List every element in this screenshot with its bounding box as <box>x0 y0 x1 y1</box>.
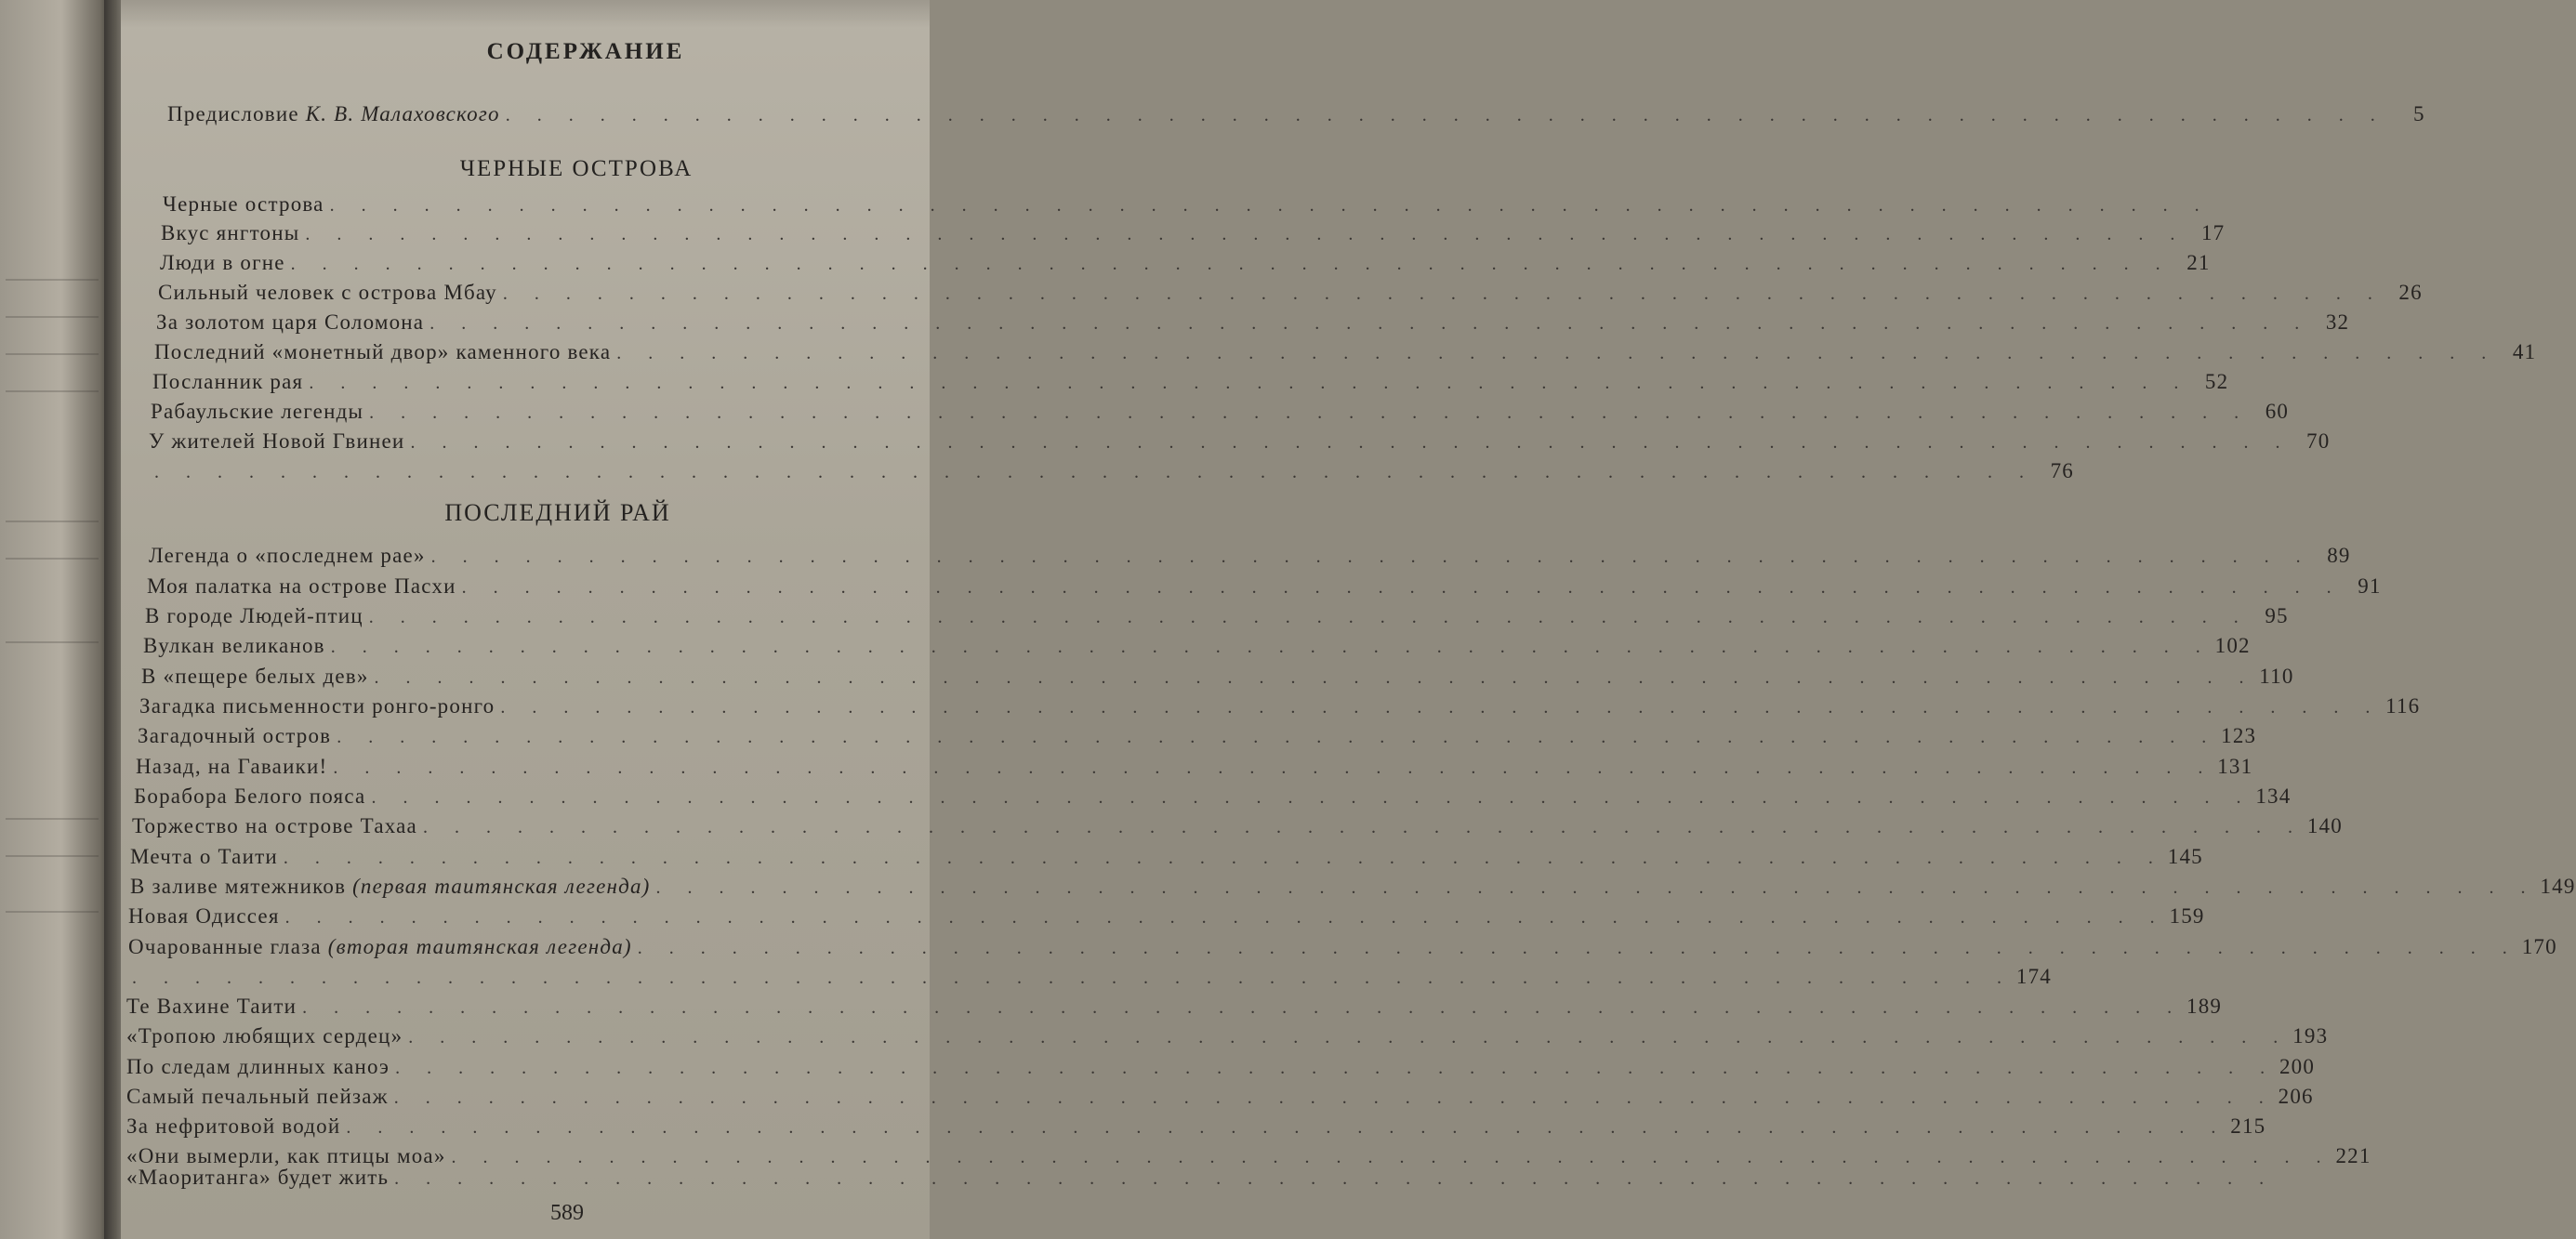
section-heading-last-paradise: ПОСЛЕДНИЙ РАЙ <box>444 499 671 526</box>
facing-page-text-line <box>6 521 99 522</box>
toc-entry-title <box>126 1166 389 1190</box>
dot-leader: . . . . . . . . . . . . . . . . . . . . . . . . . . . . . . . . . . . . . . . . . . . . . . . . . . . . . . . . . . . . <box>283 848 2164 868</box>
contents-page <box>121 0 2576 1239</box>
toc-entry-title <box>126 1085 389 1109</box>
dot-leader: . . . . . . . . . . . . . . . . . . . . . . . . . . . . . . . . . . . . . . . . . . . . . . . . . . . . . . . . . . . . <box>395 1058 2277 1078</box>
toc-entry-title <box>163 192 324 217</box>
toc-page-number: 89 <box>2327 544 2351 567</box>
toc-entry-subtitle: (вторая таитянская легенда) <box>327 935 632 958</box>
toc-entry-title <box>156 310 424 335</box>
toc-entry <box>151 400 2290 429</box>
dot-leader: . . . . . . . . . . . . . . . . . . . . . . . . . . . . . . . . . . . . . . . . . . . . . . . . . . . . . . . . . . . . <box>329 195 2211 216</box>
dot-leader: . . . . . . . . . . . . . . . . . . . . . . . . . . . . . . . . . . . . . . . . . . . . . . . . . . . . . . . . . . . . <box>422 817 2304 837</box>
dot-leader: . . . . . . . . . . . . . . . . . . . . . . . . . . . . . . . . . . . . . . . . . . . . . . . . . . . . . . . . . . . . <box>410 432 2292 453</box>
toc-entry-title-text: В городе Людей-птиц <box>145 604 363 627</box>
toc-page-number: 60 <box>2265 400 2290 423</box>
toc-entry-title-text: Вкус янгтоны <box>161 221 300 244</box>
toc-entry-title <box>161 221 299 245</box>
toc-entry-title-text: По следам длинных каноэ <box>126 1055 390 1078</box>
toc-entry-title <box>138 724 331 748</box>
toc-entry-title-text: «Маоританга» будет жить <box>126 1166 390 1189</box>
dot-leader: . . . . . . . . . . . . . . . . . . . . . . . . . . . . . . . . . . . . . . . . . . . . . . . . . . . . . . . . . . . . <box>500 697 2382 718</box>
toc-page-number: 21 <box>2186 251 2211 274</box>
toc-entry <box>126 1024 2329 1054</box>
toc-entry <box>141 665 2294 694</box>
toc-entry-title <box>126 1024 403 1048</box>
toc-entry <box>132 814 2343 844</box>
toc-page-number: 52 <box>2204 370 2229 393</box>
dot-leader: . . . . . . . . . . . . . . . . . . . . . . . . . . . . . . . . . . . . . . . . . . . . . . . . . . . . . . . . . . . . <box>368 607 2250 627</box>
facing-page-text-line <box>6 911 99 913</box>
toc-page-number: 170 <box>2521 935 2557 958</box>
dot-leader: . . . . . . . . . . . . . . . . . . . . . . . . . . . . . . . . . . . . . . . . . . . . . . . . . . . . . . . . . . . . <box>637 938 2518 958</box>
toc-entry-title-text: Сильный человек с острова Мбау <box>158 281 497 304</box>
toc-page-number: 91 <box>2358 574 2382 598</box>
toc-entry-title-text: Загадка письменности ронго-ронго <box>139 694 495 718</box>
toc-page-number: 134 <box>2255 784 2292 808</box>
toc-entry-title-text: За нефритовой водой <box>126 1114 341 1138</box>
toc-entry <box>154 340 2537 370</box>
toc-page-number: 221 <box>2335 1144 2371 1167</box>
toc-page-number: 102 <box>2214 634 2251 657</box>
toc-page-number: 41 <box>2512 340 2537 363</box>
dot-leader: . . . . . . . . . . . . . . . . . . . . . . . . . . . . . . . . . . . . . . . . . . . . . . . . . . . . . . . . . . . . <box>502 283 2384 304</box>
toc-entry <box>126 1114 2266 1144</box>
toc-entry <box>149 429 2331 459</box>
dot-leader: . . . . . . . . . . . . . . . . . . . . . . . . . . . . . . . . . . . . . . . . . . . . . . . . . . . . . . . . . . . . <box>337 727 2218 747</box>
dot-leader: . . . . . . . . . . . . . . . . . . . . . . . . . . . . . . . . . . . . . . . . . . . . . . . . . . . . . . . . . . . . <box>302 997 2184 1018</box>
dot-leader: . . . . . . . . . . . . . . . . . . . . . . . . . . . . . . . . . . . . . . . . . . . . . . . . . . . . . . . . . . . . <box>393 1087 2275 1108</box>
toc-entry <box>145 604 2289 634</box>
toc-page-number: 140 <box>2306 814 2343 837</box>
toc-entry <box>138 724 2257 754</box>
toc-page-number: 193 <box>2292 1024 2329 1048</box>
toc-entry-title-text: Черные острова <box>163 192 324 216</box>
toc-entry-title <box>134 784 365 809</box>
facing-page-text-line <box>6 390 99 392</box>
toc-page-number: 149 <box>2540 875 2576 898</box>
toc-entry <box>143 634 2251 664</box>
toc-entry <box>149 459 2074 489</box>
preface-author: К. В. Малаховского <box>305 102 500 125</box>
toc-entry <box>126 1166 2276 1195</box>
toc-entry <box>126 1085 2314 1114</box>
toc-entry-subtitle: (первая таитянская легенда) <box>352 875 651 898</box>
toc-page-number: 145 <box>2167 845 2203 868</box>
dot-leader: . . . . . . . . . . . . . . . . . . . . . . . . . . . . . . . . . . . . . . . . . . . . . . . . . . . . . . . . . . . . <box>616 343 2498 363</box>
dot-leader: . . . . . . . . . . . . . . . . . . . . . . . . . . . . . . . . . . . . . . . . . . . . . . . . . . . . . . . . . . . . <box>333 758 2214 778</box>
toc-page-number: 159 <box>2169 904 2205 928</box>
toc-page-number: 95 <box>2265 604 2289 627</box>
toc-entry-title-text: Торжество на острове Тахаа <box>132 814 417 837</box>
toc-page-number: 5 <box>2413 102 2425 125</box>
facing-page-text-line <box>6 279 99 281</box>
toc-entry-title <box>128 935 632 959</box>
toc-entry <box>136 755 2253 784</box>
toc-entry-title-text: Назад, на Гаваики! <box>136 755 328 778</box>
toc-entry-title <box>130 845 278 869</box>
toc-entry-title-text: Моя палатка на острове Пасхи <box>147 574 456 598</box>
toc-entry <box>158 281 2423 310</box>
toc-entry-title <box>126 1114 340 1139</box>
toc-entry-title <box>167 102 500 126</box>
toc-entry <box>163 192 2211 222</box>
toc-entry-title <box>151 400 363 424</box>
toc-page-number: 76 <box>2050 459 2074 482</box>
toc-entry-title <box>158 281 497 305</box>
toc-page-number: 26 <box>2398 281 2423 304</box>
toc-entry-title-text: Очарованные глаза <box>128 935 328 958</box>
toc-entry <box>139 694 2421 724</box>
toc-page-number: 200 <box>2279 1055 2316 1078</box>
dot-leader: . . . . . . . . . . . . . . . . . . . . . . . . . . . . . . . . . . . . . . . . . . . . . . . . . . . . . . . . . . . . <box>505 105 2386 125</box>
dot-leader: . . . . . . . . . . . . . . . . . . . . . . . . . . . . . . . . . . . . . . . . . . . . . . . . . . . . . . . . . . . . <box>430 547 2312 567</box>
toc-entry-title-text: Рабаульские легенды <box>151 400 364 423</box>
dot-leader: . . . . . . . . . . . . . . . . . . . . . . . . . . . . . . . . . . . . . . . . . . . . . . . . . . . . . . . . . . . . <box>132 968 2013 988</box>
toc-entry-title-text: Борабора Белого пояса <box>134 784 366 808</box>
toc-entry-title-text: В заливе мятежников <box>130 875 353 898</box>
toc-entry-title <box>130 875 651 899</box>
toc-entry-title-text: Люди в огне <box>160 251 285 274</box>
facing-page-text-line <box>6 316 99 318</box>
page-shadow <box>121 0 930 28</box>
toc-entry <box>160 251 2211 281</box>
toc-entry-title-text: В «пещере белых дев» <box>141 665 369 688</box>
toc-entry-title <box>149 429 404 454</box>
toc-page-number: 189 <box>2186 995 2223 1018</box>
toc-entry <box>161 221 2226 251</box>
dot-leader: . . . . . . . . . . . . . . . . . . . . . . . . . . . . . . . . . . . . . . . . . . . . . . . . . . . . . . . . . . . . <box>394 1168 2276 1189</box>
toc-entry-title <box>147 574 456 599</box>
toc-entry-title <box>141 665 369 689</box>
toc-entry <box>126 965 2052 995</box>
toc-entry <box>152 370 2229 400</box>
toc-page-number: 215 <box>2230 1114 2266 1138</box>
toc-entry-title-text: Посланник рая <box>152 370 304 393</box>
dot-leader: . . . . . . . . . . . . . . . . . . . . . . . . . . . . . . . . . . . . . . . . . . . . . . . . . . . . . . . . . . . . <box>369 402 2251 423</box>
dot-leader: . . . . . . . . . . . . . . . . . . . . . . . . . . . . . . . . . . . . . . . . . . . . . . . . . . . . . . . . . . . . <box>154 462 2035 482</box>
toc-entry <box>130 875 2576 904</box>
toc-page-number: 123 <box>2221 724 2257 747</box>
toc-entry-title-text: Новая Одиссея <box>128 904 280 928</box>
section-heading-black-islands: ЧЕРНЫЕ ОСТРОВА <box>459 156 694 181</box>
dot-leader: . . . . . . . . . . . . . . . . . . . . . . . . . . . . . . . . . . . . . . . . . . . . . . . . . . . . . . . . . . . . <box>290 254 2172 274</box>
dot-leader: . . . . . . . . . . . . . . . . . . . . . . . . . . . . . . . . . . . . . . . . . . . . . . . . . . . . . . . . . . . . <box>305 224 2186 244</box>
preface-label: Предисловие <box>167 102 306 125</box>
toc-entry-title-text: «Тропою любящих сердец» <box>126 1024 403 1048</box>
dot-leader: . . . . . . . . . . . . . . . . . . . . . . . . . . . . . . . . . . . . . . . . . . . . . . . . . . . . . . . . . . . . <box>461 577 2343 598</box>
facing-page-text-line <box>6 855 99 857</box>
dot-leader: . . . . . . . . . . . . . . . . . . . . . . . . . . . . . . . . . . . . . . . . . . . . . . . . . . . . . . . . . . . . <box>309 373 2190 393</box>
dot-leader: . . . . . . . . . . . . . . . . . . . . . . . . . . . . . . . . . . . . . . . . . . . . . . . . . . . . . . . . . . . . <box>451 1147 2332 1167</box>
page-number-footer: 589 <box>550 1201 584 1225</box>
dot-leader: . . . . . . . . . . . . . . . . . . . . . . . . . . . . . . . . . . . . . . . . . . . . . . . . . . . . . . . . . . . . <box>429 313 2311 334</box>
toc-page-number: 70 <box>2306 429 2331 453</box>
toc-entry-title <box>136 755 327 779</box>
toc-page-number: 116 <box>2385 694 2421 718</box>
toc-page-number: 32 <box>2325 310 2350 334</box>
toc-entry-title-text: Последний «монетный двор» каменного века <box>154 340 612 363</box>
facing-page-edge <box>0 0 112 1239</box>
toc-entry-title-text: Легенда о «последнем рае» <box>149 544 426 567</box>
toc-entry-title <box>149 544 426 568</box>
toc-entry-title-text: Самый печальный пейзаж <box>126 1085 389 1108</box>
toc-entry-title-text: Вулкан великанов <box>143 634 325 657</box>
dot-leader: . . . . . . . . . . . . . . . . . . . . . . . . . . . . . . . . . . . . . . . . . . . . . . . . . . . . . . . . . . . . <box>346 1117 2227 1138</box>
toc-page-number: 206 <box>2278 1085 2314 1108</box>
toc-entry-title-text: Те Вахине Таити <box>126 995 297 1018</box>
toc-page-number: 131 <box>2217 755 2253 778</box>
dot-leader: . . . . . . . . . . . . . . . . . . . . . . . . . . . . . . . . . . . . . . . . . . . . . . . . . . . . . . . . . . . . <box>330 637 2212 657</box>
facing-page-text-line <box>6 558 99 560</box>
toc-page-number: 174 <box>2015 965 2052 988</box>
toc-entry <box>126 1055 2316 1085</box>
toc-entry-title <box>128 904 280 929</box>
toc-entry-title <box>154 340 611 364</box>
toc-entry <box>134 784 2292 814</box>
dot-leader: . . . . . . . . . . . . . . . . . . . . . . . . . . . . . . . . . . . . . . . . . . . . . . . . . . . . . . . . . . . . <box>655 877 2537 898</box>
toc-entry-title <box>132 814 417 838</box>
toc-entry <box>130 845 2203 875</box>
toc-entry <box>149 544 2351 573</box>
toc-entry <box>128 904 2205 934</box>
toc-entry-title-text: За золотом царя Соломона <box>156 310 425 334</box>
dot-leader: . . . . . . . . . . . . . . . . . . . . . . . . . . . . . . . . . . . . . . . . . . . . . . . . . . . . . . . . . . . . <box>408 1027 2290 1048</box>
toc-entry-title <box>139 694 495 718</box>
toc-entry-title <box>160 251 285 275</box>
toc-entry <box>126 995 2223 1024</box>
page-title: СОДЕРЖАНИЕ <box>486 39 685 64</box>
toc-entry-title-text: Загадочный остров <box>138 724 332 747</box>
facing-page-text-line <box>6 818 99 820</box>
toc-entry-title <box>145 604 363 628</box>
toc-entry-title <box>152 370 303 394</box>
toc-entry-title <box>126 995 297 1019</box>
toc-entry-title-text: «Они вымерли, как птицы моа» <box>126 1144 446 1167</box>
toc-entry-title-text: Мечта о Таити <box>130 845 278 868</box>
toc-page-number: 17 <box>2200 221 2226 244</box>
facing-page-text-line <box>6 353 99 355</box>
toc-entry-preface <box>167 102 2425 132</box>
toc-entry-title-text: У жителей Новой Гвинеи <box>149 429 405 453</box>
toc-entry-title <box>126 1055 390 1079</box>
toc-entry <box>128 935 2557 965</box>
dot-leader: . . . . . . . . . . . . . . . . . . . . . . . . . . . . . . . . . . . . . . . . . . . . . . . . . . . . . . . . . . . . <box>371 787 2252 808</box>
contents-page-body <box>121 0 2576 1239</box>
dot-leader: . . . . . . . . . . . . . . . . . . . . . . . . . . . . . . . . . . . . . . . . . . . . . . . . . . . . . . . . . . . . <box>374 667 2255 688</box>
facing-page-text-line <box>6 641 99 643</box>
toc-entry <box>156 310 2350 340</box>
toc-page-number: 110 <box>2259 665 2294 688</box>
toc-entry-title <box>143 634 325 658</box>
dot-leader: . . . . . . . . . . . . . . . . . . . . . . . . . . . . . . . . . . . . . . . . . . . . . . . . . . . . . . . . . . . . <box>284 907 2166 928</box>
toc-entry <box>147 574 2382 604</box>
